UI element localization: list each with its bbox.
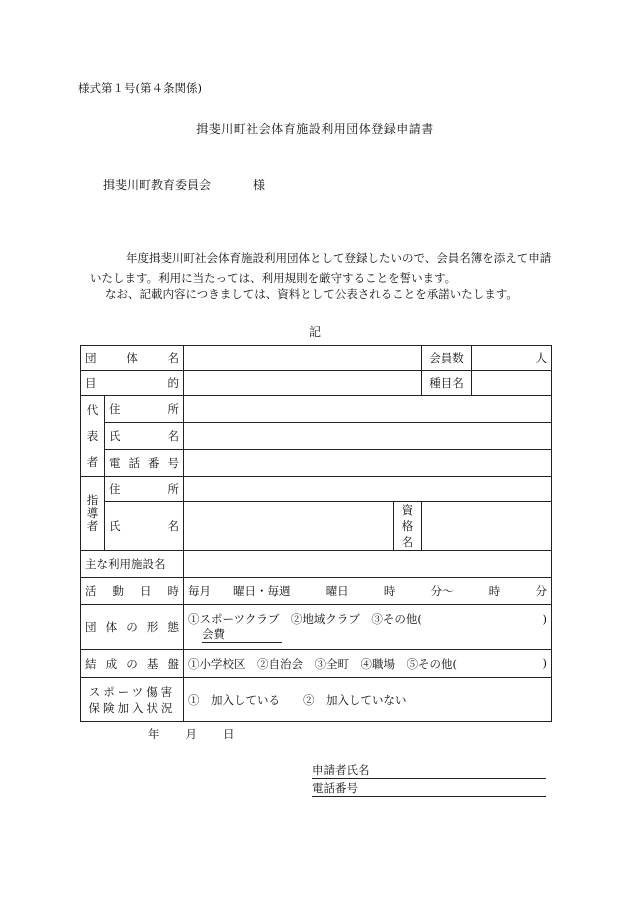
insurance-label-line2: 保険加入状況 <box>88 700 176 715</box>
applicant-name-field[interactable] <box>312 763 546 779</box>
instructor-address-label: 住 所 <box>105 477 184 502</box>
instructor-address-field[interactable] <box>184 477 552 502</box>
insurance-options: ① 加入している ② 加入していない <box>188 692 407 707</box>
table-row <box>81 678 552 722</box>
rep-phone-label: 電 話 番 号 <box>105 450 184 477</box>
instructor-name-label: 氏 名 <box>105 502 184 551</box>
base-close: ) <box>542 655 547 670</box>
activity-hour2: 時 <box>488 584 501 598</box>
rep-label: 代 表 者 <box>81 396 105 477</box>
registration-table <box>80 345 552 722</box>
group-name-label: 団 体 名 <box>85 351 179 365</box>
fee-label: 会費 <box>202 627 282 643</box>
day-label: 日 <box>223 727 235 741</box>
honorific: 様 <box>253 178 266 192</box>
activity-monthly: 毎月 曜日・毎週 <box>188 584 291 598</box>
base-options: ①小学校区 ②自治会 ③全町 ④職場 ⑤その他( <box>188 656 457 671</box>
form-type-label: 団 体 の 形 態 <box>85 620 179 634</box>
form-type-label-cell <box>81 605 184 650</box>
applicant-phone-label: 電話番号 <box>312 781 358 795</box>
base-label: 結 成 の 基 盤 <box>85 656 179 671</box>
base-field[interactable] <box>184 650 552 678</box>
application-statement: 年度揖斐川町社会体育施設利用団体として登録したいので、会員名簿を添えて申請いたします。利用に当たっては、利用規則を厳守することを誓います。 <box>90 251 552 285</box>
table-row <box>81 605 552 650</box>
members-label: 会員数 <box>422 346 472 371</box>
rep-address-label: 住 所 <box>105 396 184 423</box>
purpose-label-cell <box>81 371 184 396</box>
document-title: 揖斐川町社会体育施設利用団体登録申請書 <box>196 122 434 136</box>
table-row <box>81 502 552 551</box>
insurance-label-line1: スポーツ傷害 <box>88 684 176 699</box>
qualification-label: 資格名 <box>394 502 422 551</box>
instructor-name-field[interactable] <box>184 502 394 551</box>
year-label: 年 <box>148 727 160 741</box>
insurance-label <box>81 678 184 722</box>
activity-minute: 分 <box>535 584 547 598</box>
rep-name-field[interactable] <box>184 423 552 450</box>
activity-day: 曜日 <box>325 584 349 598</box>
date-line <box>148 726 235 742</box>
form-type-close: ) <box>542 611 547 626</box>
purpose-field[interactable] <box>184 371 422 396</box>
activity-field[interactable] <box>184 578 552 605</box>
applicant-label: 申請者氏名 <box>312 763 370 777</box>
form-number: 様式第１号(第４条関係) <box>78 81 202 95</box>
members-unit: 人 <box>535 351 547 365</box>
insurance-field[interactable] <box>184 678 552 722</box>
event-field[interactable] <box>472 371 552 396</box>
form-type-field[interactable] <box>184 605 552 650</box>
month-label: 月 <box>185 727 197 741</box>
activity-label: 活 動 日 時 <box>85 584 179 598</box>
facility-field[interactable] <box>184 551 552 578</box>
group-name-field[interactable] <box>184 346 422 371</box>
rep-phone-field[interactable] <box>184 450 552 477</box>
table-row <box>81 346 552 371</box>
table-row <box>81 371 552 396</box>
activity-minute-from: 分～ <box>430 584 454 598</box>
members-field[interactable] <box>472 346 552 371</box>
base-label-cell <box>81 650 184 678</box>
table-row <box>81 650 552 678</box>
table-row <box>81 578 552 605</box>
addressee-name: 揖斐川町教育委員会 <box>103 178 212 192</box>
rep-address-field[interactable] <box>184 396 552 423</box>
facility-label: 主な利用施設名 <box>81 551 184 578</box>
group-name-label-cell <box>81 346 184 371</box>
purpose-label: 目 的 <box>85 376 179 390</box>
table-row <box>81 450 552 477</box>
consent-statement: なお、記載内容につきましては、資料として公表されることを承諾いたします。 <box>105 287 518 301</box>
instructor-label: 指 導 者 <box>81 477 105 551</box>
ki-heading: 記 <box>308 325 321 339</box>
event-label: 種目名 <box>422 371 472 396</box>
table-row <box>81 551 552 578</box>
form-type-options: ①スポーツクラブ ②地域クラブ ③その他( <box>188 611 422 626</box>
qualification-field[interactable] <box>422 502 552 551</box>
rep-name-label: 氏 名 <box>105 423 184 450</box>
activity-label-cell <box>81 578 184 605</box>
table-row <box>81 423 552 450</box>
activity-hour1: 時 <box>383 584 396 598</box>
table-row <box>81 396 552 423</box>
table-row <box>81 477 552 502</box>
applicant-phone-field[interactable] <box>312 781 546 797</box>
addressee <box>103 176 265 193</box>
